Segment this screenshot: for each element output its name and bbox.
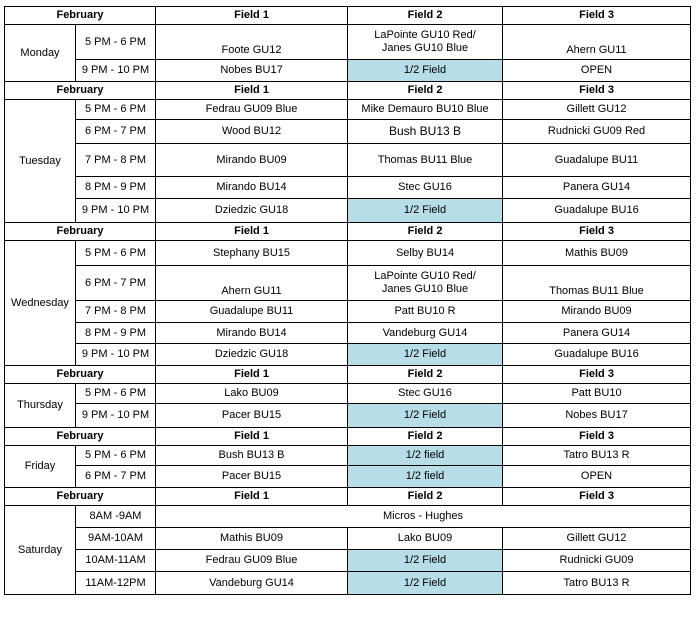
field-2-booking: Bush BU13 B (348, 120, 503, 144)
time-slot: 10AM-11AM (76, 550, 156, 572)
field-3-booking: Panera GU14 (503, 323, 691, 344)
schedule-row (5, 404, 691, 428)
time-slot: 7 PM - 8 PM (76, 301, 156, 323)
schedule-row (5, 199, 691, 223)
field-1-booking: Dziedzic GU18 (156, 344, 348, 366)
month-header-row (5, 7, 691, 25)
month-header-row (5, 82, 691, 100)
field-schedule-table (4, 6, 691, 595)
field-1-booking: Mirando BU14 (156, 177, 348, 199)
field-3-booking: Rudnicki GU09 Red (503, 120, 691, 144)
field-2-booking: Vandeburg GU14 (348, 323, 503, 344)
schedule-row (5, 120, 691, 144)
field-1-header: Field 1 (156, 366, 348, 384)
field-1-booking: Dziedzic GU18 (156, 199, 348, 223)
schedule-row (5, 60, 691, 82)
field-3-booking: Panera GU14 (503, 177, 691, 199)
schedule-row (5, 144, 691, 177)
field-1-booking: Foote GU12 (156, 25, 348, 60)
day-label: Thursday (5, 384, 76, 428)
month-label: February (5, 7, 156, 25)
field-2-booking: Stec GU16 (348, 384, 503, 404)
schedule-row (5, 446, 691, 466)
month-header-row (5, 366, 691, 384)
time-slot: 8 PM - 9 PM (76, 323, 156, 344)
field-3-booking: Guadalupe BU11 (503, 144, 691, 177)
field-2-booking: 1/2 Field (348, 550, 503, 572)
field-1-booking: Ahern GU11 (156, 266, 348, 301)
field-1-booking: Fedrau GU09 Blue (156, 550, 348, 572)
field-3-booking: Patt BU10 (503, 384, 691, 404)
field-2-booking: 1/2 Field (348, 344, 503, 366)
schedule-row (5, 323, 691, 344)
field-2-booking: 1/2 field (348, 466, 503, 488)
day-label: Tuesday (5, 100, 76, 223)
month-label: February (5, 366, 156, 384)
day-label: Saturday (5, 506, 76, 595)
schedule-row (5, 25, 691, 60)
field-3-header: Field 3 (503, 428, 691, 446)
field-1-header: Field 1 (156, 82, 348, 100)
month-label: February (5, 428, 156, 446)
time-slot: 8AM -9AM (76, 506, 156, 528)
field-1-booking: Bush BU13 B (156, 446, 348, 466)
field-1-header: Field 1 (156, 488, 348, 506)
month-header-row (5, 488, 691, 506)
schedule-row (5, 550, 691, 572)
field-3-booking: OPEN (503, 60, 691, 82)
field-3-header: Field 3 (503, 82, 691, 100)
day-label: Wednesday (5, 241, 76, 366)
time-slot: 11AM-12PM (76, 572, 156, 595)
time-slot: 9AM-10AM (76, 528, 156, 550)
day-label: Monday (5, 25, 76, 82)
month-header-row (5, 428, 691, 446)
field-2-booking: 1/2 Field (348, 404, 503, 428)
field-1-booking: Mathis BU09 (156, 528, 348, 550)
time-slot: 5 PM - 6 PM (76, 241, 156, 266)
field-3-booking: Guadalupe BU16 (503, 344, 691, 366)
field-2-header: Field 2 (348, 428, 503, 446)
field-3-booking: Tatro BU13 R (503, 572, 691, 595)
field-3-header: Field 3 (503, 7, 691, 25)
time-slot: 9 PM - 10 PM (76, 60, 156, 82)
field-2-booking: LaPointe GU10 Red/ Janes GU10 Blue (348, 266, 503, 301)
time-slot: 5 PM - 6 PM (76, 446, 156, 466)
field-3-booking: Thomas BU11 Blue (503, 266, 691, 301)
time-slot: 6 PM - 7 PM (76, 266, 156, 301)
all-fields-booking: Micros - Hughes (156, 506, 691, 528)
month-label: February (5, 488, 156, 506)
time-slot: 5 PM - 6 PM (76, 100, 156, 120)
field-2-booking: Patt BU10 R (348, 301, 503, 323)
field-3-booking: OPEN (503, 466, 691, 488)
field-1-header: Field 1 (156, 7, 348, 25)
field-2-booking: 1/2 Field (348, 572, 503, 595)
field-1-booking: Stephany BU15 (156, 241, 348, 266)
time-slot: 5 PM - 6 PM (76, 25, 156, 60)
time-slot: 7 PM - 8 PM (76, 144, 156, 177)
field-2-booking: Selby BU14 (348, 241, 503, 266)
field-2-booking: 1/2 Field (348, 60, 503, 82)
field-1-booking: Lako BU09 (156, 384, 348, 404)
field-3-header: Field 3 (503, 488, 691, 506)
schedule-row (5, 506, 691, 528)
field-1-booking: Wood BU12 (156, 120, 348, 144)
field-1-header: Field 1 (156, 223, 348, 241)
field-1-booking: Fedrau GU09 Blue (156, 100, 348, 120)
day-label: Friday (5, 446, 76, 488)
field-3-header: Field 3 (503, 223, 691, 241)
month-label: February (5, 82, 156, 100)
field-2-booking: 1/2 Field (348, 199, 503, 223)
schedule-row (5, 466, 691, 488)
field-3-booking: Ahern GU11 (503, 25, 691, 60)
field-2-header: Field 2 (348, 7, 503, 25)
time-slot: 9 PM - 10 PM (76, 404, 156, 428)
field-2-booking: Mike Demauro BU10 Blue (348, 100, 503, 120)
field-1-booking: Vandeburg GU14 (156, 572, 348, 595)
field-3-booking: Gillett GU12 (503, 100, 691, 120)
field-1-booking: Pacer BU15 (156, 466, 348, 488)
schedule-row (5, 301, 691, 323)
field-3-booking: Nobes BU17 (503, 404, 691, 428)
field-3-booking: Gillett GU12 (503, 528, 691, 550)
schedule-row (5, 241, 691, 266)
field-1-booking: Guadalupe BU11 (156, 301, 348, 323)
schedule-row (5, 177, 691, 199)
field-2-booking: Stec GU16 (348, 177, 503, 199)
schedule-row (5, 100, 691, 120)
field-3-booking: Mirando BU09 (503, 301, 691, 323)
time-slot: 6 PM - 7 PM (76, 120, 156, 144)
field-1-booking: Nobes BU17 (156, 60, 348, 82)
field-2-booking: Thomas BU11 Blue (348, 144, 503, 177)
month-label: February (5, 223, 156, 241)
field-2-booking: Lako BU09 (348, 528, 503, 550)
time-slot: 5 PM - 6 PM (76, 384, 156, 404)
month-header-row (5, 223, 691, 241)
time-slot: 9 PM - 10 PM (76, 199, 156, 223)
field-2-booking: 1/2 field (348, 446, 503, 466)
time-slot: 6 PM - 7 PM (76, 466, 156, 488)
field-1-header: Field 1 (156, 428, 348, 446)
field-2-header: Field 2 (348, 82, 503, 100)
field-3-booking: Tatro BU13 R (503, 446, 691, 466)
schedule-row (5, 344, 691, 366)
schedule-row (5, 528, 691, 550)
time-slot: 8 PM - 9 PM (76, 177, 156, 199)
field-3-booking: Guadalupe BU16 (503, 199, 691, 223)
field-1-booking: Pacer BU15 (156, 404, 348, 428)
field-3-header: Field 3 (503, 366, 691, 384)
schedule-row (5, 266, 691, 301)
field-2-booking: LaPointe GU10 Red/ Janes GU10 Blue (348, 25, 503, 60)
field-1-booking: Mirando BU14 (156, 323, 348, 344)
field-2-header: Field 2 (348, 488, 503, 506)
field-1-booking: Mirando BU09 (156, 144, 348, 177)
time-slot: 9 PM - 10 PM (76, 344, 156, 366)
field-2-header: Field 2 (348, 223, 503, 241)
field-3-booking: Mathis BU09 (503, 241, 691, 266)
schedule-row (5, 572, 691, 595)
field-3-booking: Rudnicki GU09 (503, 550, 691, 572)
field-2-header: Field 2 (348, 366, 503, 384)
schedule-row (5, 384, 691, 404)
